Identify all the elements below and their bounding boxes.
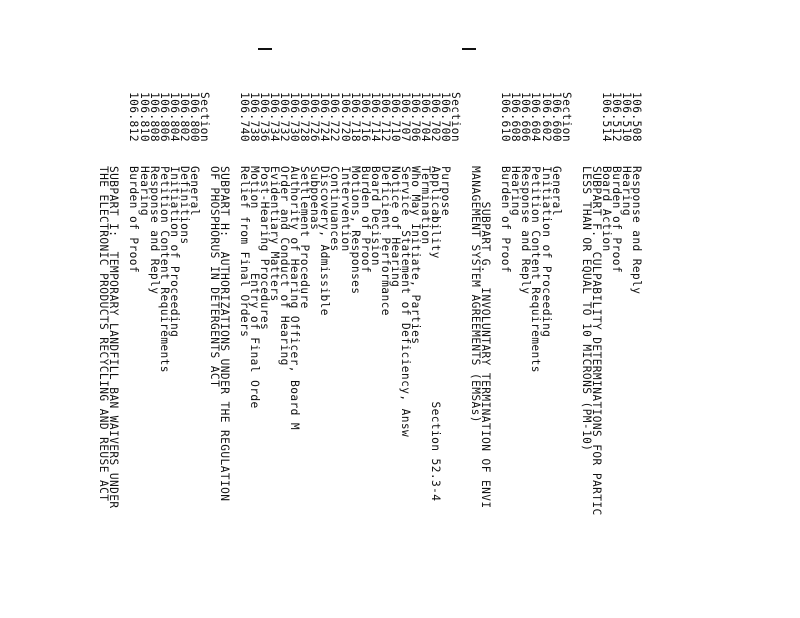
section-title: Relief from Final Orders (238, 166, 252, 338)
toc-line (500, 92, 511, 273)
toc-line (129, 92, 140, 273)
section-number: 106.700 (439, 92, 453, 142)
section-title: Order and Conduct of Hearing (278, 166, 292, 366)
section-title: Response and Reply (147, 166, 161, 295)
section-title: OF PHOSPHORUS IN DETERGENTS ACT (207, 166, 221, 388)
toc-line (470, 92, 481, 423)
section-title: Continuances (328, 166, 342, 252)
section-number: 106.804 (167, 92, 181, 142)
section-number: 106.732 (278, 92, 292, 142)
section-title: SUBPART H: AUTHORIZATIONS UNDER THE REGULATION (217, 166, 231, 502)
section-number: 106.730 (288, 92, 302, 142)
section-title: Burden of Proof (127, 166, 141, 274)
section-number: 106.722 (328, 92, 342, 142)
section-number: 106.510 (619, 92, 633, 142)
toc-line (98, 92, 109, 501)
section-title: Termination (418, 166, 432, 245)
section-title: Intervention (338, 166, 352, 252)
section-title: LESS THAN OR EQUAL TO 10 MICRONS (PM-10) (579, 166, 593, 452)
section-number: 106.718 (348, 92, 362, 142)
section-number: Section (559, 92, 573, 142)
section-title: Hearing (137, 166, 151, 216)
section-number: 106.808 (147, 92, 161, 142)
section-title: Petition Content Requirements (529, 166, 543, 373)
section-number: 106.604 (529, 92, 543, 142)
toc-line (239, 92, 250, 337)
section-title: MANAGEMENT SYSTEM AGREEMENTS (EMSAs) (469, 166, 483, 423)
section-title: Evidentiary Matters (268, 166, 282, 302)
section-number: 106.714 (368, 92, 382, 142)
section-title: Response and Reply (630, 166, 643, 295)
section-number: 106.712 (378, 92, 392, 142)
section-number: 106.720 (338, 92, 352, 142)
section-number: 106.724 (318, 92, 332, 142)
section-title: Settlement Procedure (298, 166, 312, 309)
section-title: Discovery, Admissible (318, 166, 332, 316)
section-number: 106.610 (499, 92, 513, 142)
section-number: 106.514 (599, 92, 613, 142)
section-number: 106.736 (258, 92, 272, 142)
section-number: 106.734 (268, 92, 282, 142)
section-number: 106.800 (187, 92, 201, 142)
section-number: 106.710 (388, 92, 402, 142)
section-title: Board Decision (368, 166, 382, 266)
top-dash-right (462, 48, 476, 50)
section-title: Motion Entry of Final Orde (248, 166, 262, 409)
section-title: SUBPART F. CULPABILITY DETERMINATIONS FOR PARTIC (589, 166, 603, 516)
section-title: Definitions (177, 166, 191, 245)
section-number: 106.608 (509, 92, 523, 142)
section-title: Motions, Responses (348, 166, 362, 295)
section-number: 106.508 (630, 92, 643, 142)
section-number: 106.702 (429, 92, 442, 142)
section-title: Petition Content Requirements (157, 166, 171, 373)
section-title: Purpose (439, 166, 453, 216)
toc-line (118, 92, 129, 166)
section-title: Who May Initiate, Parties (408, 166, 422, 345)
section-title: Burden of Proof (609, 166, 623, 274)
section-number: 106.706 (408, 92, 422, 142)
section-number: 106.810 (137, 92, 151, 142)
section-number: 106.726 (308, 92, 322, 142)
section-title: SUBPART G. INVOLUNTARY TERMINATION OF ENVI (479, 166, 493, 509)
section-title: Response and Reply (519, 166, 533, 295)
section-number: 106.716 (358, 92, 372, 142)
section-title: Deficient Performance (378, 166, 392, 316)
section-title: Initiation of Proceeding (167, 166, 181, 338)
section-number: 106.806 (157, 92, 171, 142)
section-number: 106.704 (418, 92, 432, 142)
section-number: 106.812 (127, 92, 141, 142)
section-title: General (187, 166, 201, 216)
section-number: 106.512 (609, 92, 623, 142)
section-title: Initiation of Proceeding (539, 166, 553, 338)
section-title: Post-Hearing Procedures (258, 166, 272, 331)
toc-line (229, 92, 240, 166)
section-title: Authority of Hearing Officer, Board M (288, 166, 302, 431)
section-title: Subpoenas (308, 166, 322, 231)
toc-line (430, 92, 441, 501)
section-number: 106.802 (177, 92, 191, 142)
section-title: Hearing (619, 166, 633, 216)
section-number: 106.602 (539, 92, 553, 142)
section-number: Section (449, 92, 463, 142)
toc-line (490, 92, 501, 166)
section-title: Notice of Hearing (388, 166, 402, 288)
section-number: 106.600 (549, 92, 563, 142)
section-number: Section (197, 92, 211, 142)
toc-line (581, 92, 592, 451)
section-title: Board Action (599, 166, 613, 252)
section-number: 106.740 (238, 92, 252, 142)
section-title: Hearing (509, 166, 523, 216)
top-dash-left (258, 48, 272, 50)
section-title: Burden of Proof (499, 166, 513, 274)
rotated-table-of-contents (82, 92, 642, 612)
section-title: General (549, 166, 563, 216)
section-title: Applicability Section 52.3-4 (429, 166, 442, 502)
section-number: 106.738 (248, 92, 262, 142)
section-title: SUBPART I: TEMPORARY LANDFILL BAN WAIVERS UNDER (107, 166, 121, 509)
section-number: 106.728 (298, 92, 312, 142)
section-title: Service Statement of Deficiency, Answ (398, 166, 412, 438)
section-number: 106.707 (398, 92, 412, 142)
section-number: 106.606 (519, 92, 533, 142)
section-title: THE ELECTRONIC PRODUCTS RECYCLING AND REUSE ACT (97, 166, 111, 502)
section-title: Burden of Proof (358, 166, 372, 274)
